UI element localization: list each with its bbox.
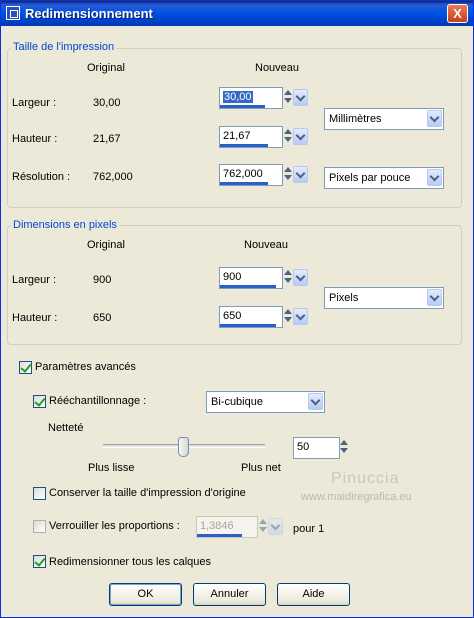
pixel-height-input[interactable] — [219, 306, 283, 328]
resample-method-value: Bi-cubique — [211, 396, 263, 408]
advanced-checkbox[interactable] — [19, 361, 32, 374]
print-height-input[interactable] — [219, 126, 283, 148]
resize-layers-label[interactable]: Redimensionner tous les calques — [49, 556, 212, 568]
resolution-bar — [220, 182, 268, 185]
pixel-height-dropdown[interactable] — [293, 308, 308, 325]
keep-print-size-label[interactable]: Conserver la taille d'impression d'origine — [49, 487, 246, 499]
keep-print-size-checkbox[interactable] — [33, 487, 46, 500]
resolution-dropdown[interactable] — [293, 166, 308, 183]
pixel-width-bar — [220, 285, 276, 288]
help-button[interactable]: Aide — [277, 583, 350, 606]
ratio-value: 1,3846 — [200, 520, 234, 532]
sharpness-label: Netteté — [48, 422, 84, 434]
advanced-label[interactable]: Paramètres avancés — [35, 361, 136, 373]
sharpness-input[interactable] — [293, 437, 340, 459]
print-width-bar — [220, 105, 265, 108]
app-icon — [6, 6, 20, 20]
print-width-label: Largeur : — [12, 97, 57, 109]
sharpness-value: 50 — [297, 441, 310, 453]
pixel-height-original: 650 — [93, 312, 112, 324]
slider-max-label: Plus net — [241, 462, 281, 474]
pixel-height-bar — [220, 324, 276, 327]
print-width-original: 30,00 — [93, 97, 121, 109]
chevron-down-icon — [427, 110, 442, 127]
pixel-new-header: Nouveau — [244, 239, 289, 251]
close-button[interactable]: X — [447, 4, 468, 23]
print-width-dropdown[interactable] — [293, 89, 308, 106]
lock-ratio-checkbox[interactable] — [33, 520, 46, 533]
ratio-bar — [197, 534, 242, 537]
resolution-label: Résolution : — [12, 171, 71, 183]
ratio-input[interactable] — [196, 516, 258, 538]
resample-method-select[interactable] — [206, 391, 325, 413]
pixel-height-value: 650 — [223, 310, 242, 322]
watermark-name: Pinuccia — [331, 470, 400, 487]
print-height-label: Hauteur : — [12, 133, 58, 145]
title-bar[interactable] — [1, 1, 473, 26]
print-unit-select[interactable] — [324, 108, 444, 130]
pixel-unit-value: Pixels — [329, 292, 359, 304]
pixel-width-value: 900 — [223, 271, 242, 283]
pixel-width-original: 900 — [93, 274, 112, 286]
print-original-header: Original — [87, 62, 125, 74]
sharpness-spinner[interactable] — [339, 439, 350, 455]
print-height-dropdown[interactable] — [293, 128, 308, 145]
pixel-width-label: Largeur : — [12, 274, 57, 286]
resolution-input[interactable] — [219, 164, 283, 186]
sharpness-slider-thumb[interactable] — [178, 437, 189, 457]
print-width-input[interactable] — [219, 87, 283, 109]
resample-label[interactable]: Rééchantillonnage : — [49, 395, 147, 407]
watermark-url: www.maidiregrafica.eu — [301, 491, 412, 503]
resample-checkbox[interactable] — [33, 395, 46, 408]
ok-button[interactable]: OK — [109, 583, 182, 606]
slider-min-label: Plus lisse — [88, 462, 135, 474]
cancel-button[interactable]: Annuler — [193, 583, 266, 606]
resolution-value: 762,000 — [223, 168, 263, 180]
window-title: Redimensionnement — [25, 6, 153, 21]
pixel-original-header: Original — [87, 239, 125, 251]
print-height-original: 21,67 — [93, 133, 121, 145]
pixel-width-dropdown[interactable] — [293, 269, 308, 286]
ratio-dropdown[interactable] — [268, 518, 283, 535]
resolution-original: 762,000 — [93, 171, 133, 183]
pixel-unit-select[interactable] — [324, 287, 444, 309]
chevron-down-icon — [308, 393, 323, 410]
resize-layers-checkbox[interactable] — [33, 555, 46, 568]
pixel-dims-legend: Dimensions en pixels — [13, 219, 117, 231]
print-size-legend: Taille de l'impression — [13, 41, 115, 53]
pixel-width-input[interactable] — [219, 267, 283, 289]
resolution-unit-select[interactable] — [324, 167, 444, 189]
chevron-down-icon — [427, 289, 442, 306]
resolution-unit-value: Pixels par pouce — [329, 172, 411, 184]
chevron-down-icon — [427, 169, 442, 186]
print-height-value: 21,67 — [223, 130, 251, 142]
lock-ratio-label[interactable]: Verrouiller les proportions : — [49, 520, 180, 532]
print-new-header: Nouveau — [255, 62, 300, 74]
pixel-height-label: Hauteur : — [12, 312, 58, 324]
print-unit-value: Millimètres — [329, 113, 382, 125]
print-width-value: 30,00 — [224, 91, 252, 103]
print-height-bar — [220, 144, 268, 147]
ratio-suffix: pour 1 — [293, 523, 325, 535]
